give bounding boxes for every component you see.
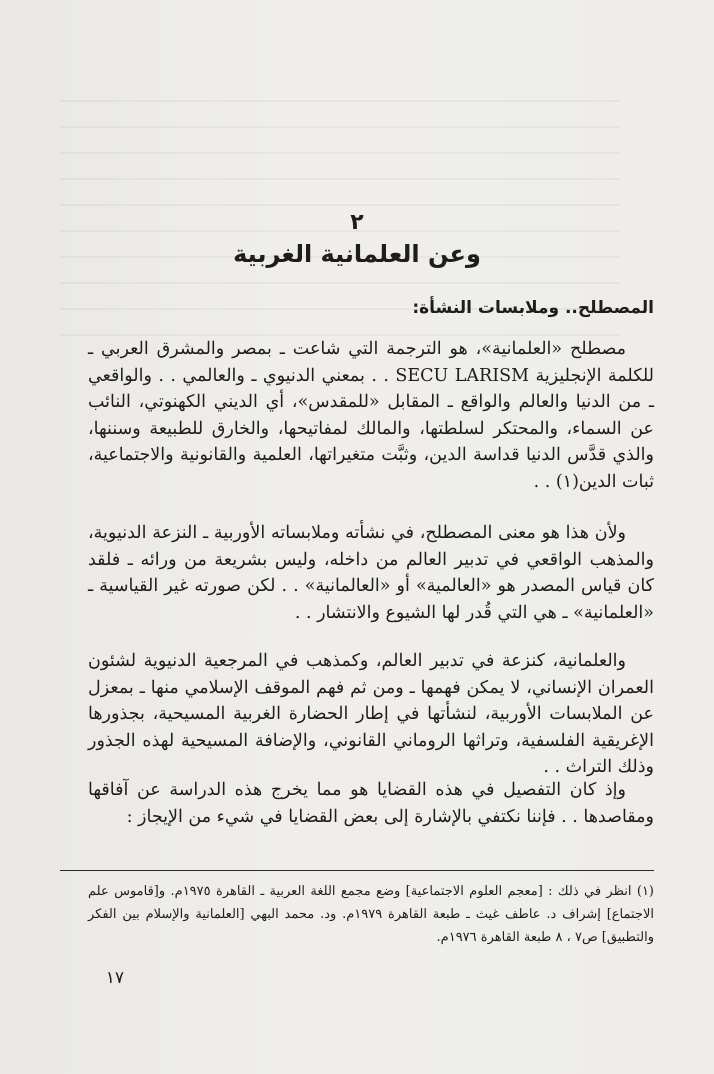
footnote-divider [60, 870, 654, 871]
paragraph-3: والعلمانية، كنزعة في تدبير العالم، وكمذهب في المرجعية الدنيوية لشئون العمران الإنساني، لا يمكن فهمها ـ ومن ثم فهم الموقف الإسلامي منها ـ بمعزل عن الملابسات الأوربية، لنشأتها في إطار الحضارة الغربية المسيحية، بجذورها الإغريقية الفلسفية، وتراثها الروماني القانوني، والإضافة المسيحية لهذه الجذور وذلك التراث . . [88, 651, 654, 777]
chapter-title: وعن العلمانية الغربية [233, 240, 481, 268]
page-number: ١٧ [105, 968, 124, 988]
paragraph-4: وإذ كان التفصيل في هذه القضايا هو مما يخرج هذه الدراسة عن آفاقها ومقاصدها . . فإننا نكتفي بالإشارة إلى بعض القضايا في شيء من الإيجاز : [88, 780, 654, 827]
paragraph-2: ولأن هذا هو معنى المصطلح، في نشأته وملابساته الأوربية ـ النزعة الدنيوية، والمذهب الواقعي في تدبير العالم من داخله، وليس بشريعة من ورائه ـ فلقد كان قياس المصدر هو «العالمية» أو «العالمانية» . . لكن صورته غير القياسية ـ «العلمانية» ـ هي التي قُدر لها الشيوع والانتشار . . [88, 523, 654, 623]
footnote: (١) انظر في ذلك : [معجم العلوم الاجتماعية] وضع مجمع اللغة العربية ـ القاهرة ١٩٧٥م. و[قاموس علم الاجتماع] إشراف د. عاطف غيث ـ طبعة القاهرة ١٩٧٩م. ود. محمد البهي [العلمانية والإسلام بين الفكر والتطبيق] ص٧ ، ٨ طبعة القاهرة ١٩٧٦م. [88, 884, 654, 945]
paragraph-1: مصطلح «العلمانية»، هو الترجمة التي شاعت ـ بمصر والمشرق العربي ـ للكلمة الإنجليزية SECU LARISM . . بمعني الدنيوي ـ والعالمي . . والواقعي ـ من الدنيا والعالم والواقع ـ المقابل «للمقدس»، أي الديني الكهنوتي، النائب عن السماء، والمحتكر لسلطتها، والمالك لمفاتيحها، والخارق للطبيعة وسننها، والذي قدَّس الدنيا قداسة الدين، وثبَّت متغيراتها، العلمية والقانونية والاجتماعية، ثبات الدين(١) . . [88, 339, 654, 492]
section-heading: المصطلح.. وملابسات النشأة: [412, 298, 654, 318]
chapter-number: ٢ [350, 210, 364, 235]
